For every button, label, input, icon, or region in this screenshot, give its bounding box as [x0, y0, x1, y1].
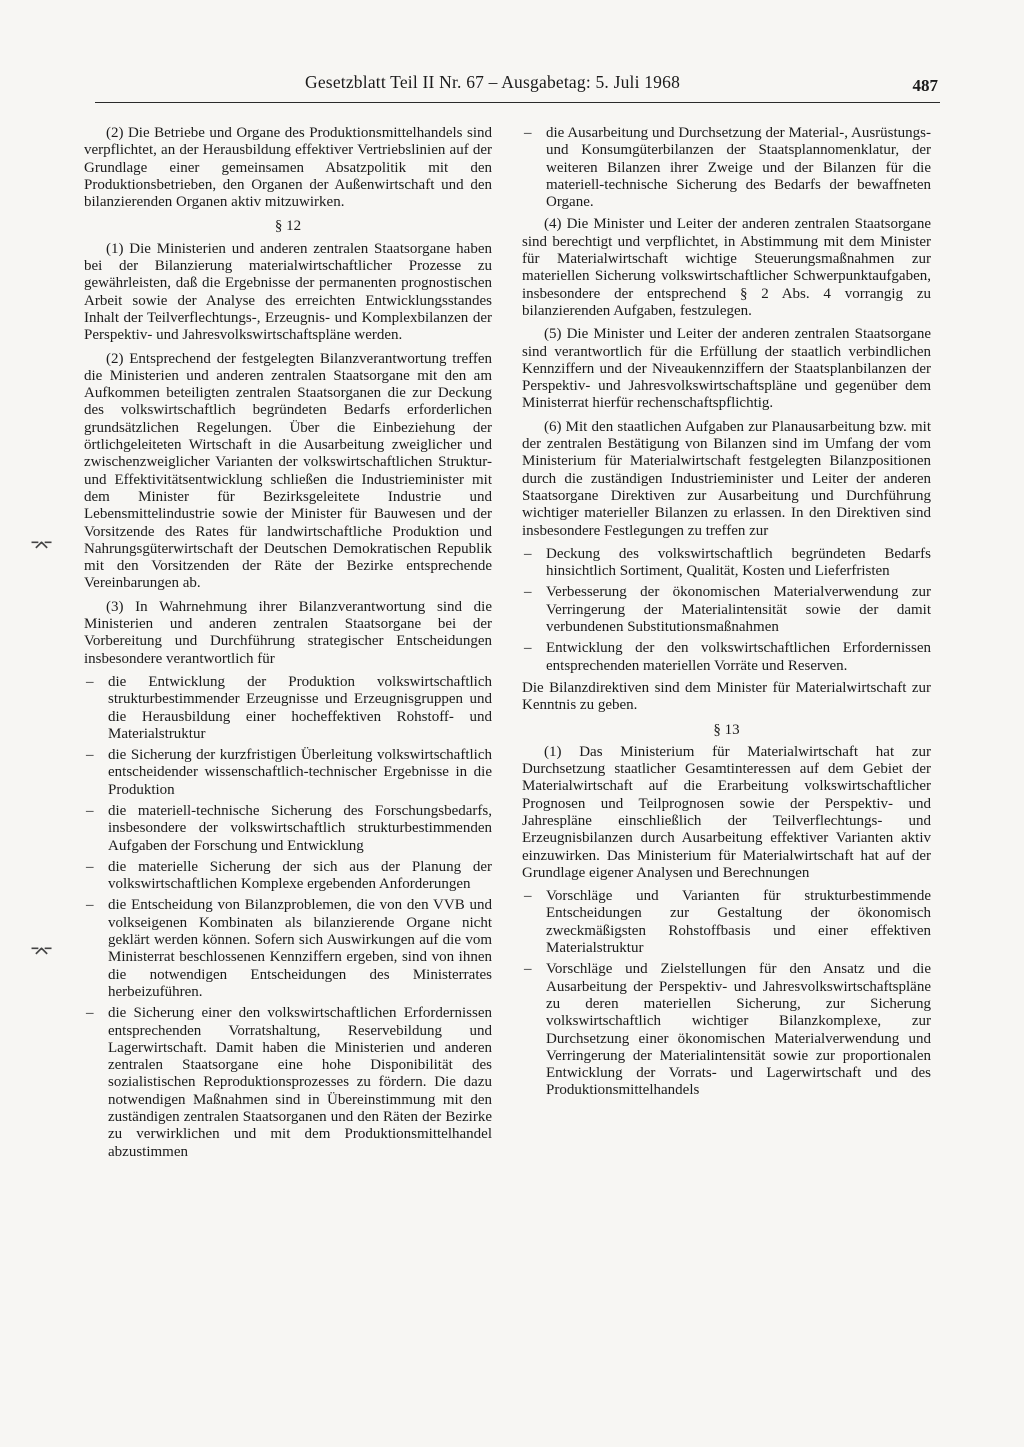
paragraph-12-2: (2) Entsprechend der festgelegten Bilanzverantwortung treffen die Ministerien und anderen zentralen Staatsorgane mit den am Aufkommen beteiligten zentralen Staatsorganen die zur Deckung des volkswirtschaftlich begründeten Bedarfs erforderlichen grundsätzlichen Regelungen. Über die Einbeziehung der örtlichgeleiteten Wirtschaft in die Ausarbeitung zweiglicher und zwischenzweiglicher Varianten der volkswirtschaftlichen Struktur- und Effektivitätsentwicklung schließen die Industrieminister mit dem Minister für Bezirksgeleitete Industrie und Lebensmittelindustrie sowie der Minister für Bauwesen und der Vorsitzende des Rates für landwirtschaftliche Produktion und Nahrungsgüterwirtschaft der Deutschen Demokratischen Republik mit den Vorsitzenden der Räte der Bezirke entsprechende Vereinbarungen ab.: [84, 350, 492, 592]
page-header: [95, 72, 940, 102]
page-number: 487: [912, 76, 938, 95]
paragraph-bilanzdirektiven: Die Bilanzdirektiven sind dem Minister für Materialwirtschaft zur Kenntnis zu geben.: [522, 679, 931, 714]
header-rule: [95, 102, 940, 103]
list-item: – Entwicklung der den volkswirtschaftlichen Erfordernissen entsprechenden materiellen Vorräte und Reserven.: [522, 640, 931, 675]
list-item: – die Entscheidung von Bilanzproblemen, die von den VVB und volkseigenen Kombinaten als bilanzierende Organe nicht geklärt werden können. Sofern sich Auswirkungen auf die vom Ministerrat beschlossenen Kennziffern ergeben, sind von ihnen die notwendigen Entscheidungen des Ministerrates herbeizuführen.: [84, 897, 492, 1001]
paragraph-12-1: (1) Die Ministerien und anderen zentralen Staatsorgane haben bei der Bilanzierung materialwirtschaftlicher Prozesse zu gewährleisten, daß die Ergebnisse der permanenten prognostischen Arbeit sowie der Analyse des erreichten Entwicklungsstandes Inhalt der Teilverflechtungs-, Erzeugnis- und Komplexbilanzen der Perspektiv- und Jahresvolkswirtschaftspläne werden.: [84, 240, 492, 344]
proposal-list: [522, 888, 931, 1100]
header-title: Gesetzblatt Teil II Nr. 67 – Ausgabetag: 5. Juli 1968: [305, 72, 681, 92]
paragraph-11-2: (2) Die Betriebe und Organe des Produktionsmittelhandels sind verpflichtet, an der Herausbildung effektiver Vertriebslinien auf der Grundlage einer gemeinsamen Absatzpolitik mit den Produktionsbetrieben, den Organen der Außenwirtschaft und den bilanzierenden Organen aktiv mitzuwirken.: [84, 125, 492, 211]
list-item: – die Sicherung der kurzfristigen Überleitung volkswirtschaftlich entscheidender wissenschaftlich-technischer Ergebnisse in die Produktion: [84, 747, 492, 799]
list-item: – Deckung des volkswirtschaftlich begründeten Bedarfs hinsichtlich Sortiment, Qualität, Kosten und Lieferfristen: [522, 546, 931, 581]
list-item: – Verbesserung der ökonomischen Materialverwendung zur Verringerung der Materialintensität sowie der damit verbundenen Substitutionsmaßnahmen: [522, 584, 931, 636]
margin-mark: ⌤: [30, 940, 54, 964]
list-item: – Vorschläge und Zielstellungen für den Ansatz und die Ausarbeitung der Perspektiv- und Jahresvolkswirtschaftspläne zu deren materiellen Sicherung, zur Sicherung volkswirtschaftlich wichtiger Bilanzkomplexe, zur Durchsetzung einer ökonomischen Materialverwendung und Verringerung der Materialintensität sowie zur proportionalen Entwicklung der Vorrats- und Lagerwirtschaft und des Produktionsmittelhandels: [522, 961, 931, 1099]
directive-list: [522, 546, 931, 675]
list-item: – die Ausarbeitung und Durchsetzung der Material-, Ausrüstungs- und Konsumgüterbilanzen der Staatsplannomenklatur, der weiteren Bilanzen ihrer Zweige und der Bilanzen für die materiell-technische Sicherung des Bedarfs der bewaffneten Organe.: [522, 125, 931, 211]
responsibility-list-continued: [522, 125, 931, 211]
paragraph-12-5: (5) Die Minister und Leiter der anderen zentralen Staatsorgane sind verantwortlich für die Erfüllung der staatlich verbindlichen Kennziffern und der Niveaukennziffern der Staatsplanbilanzen der Perspektiv- und Jahresvolkswirtschaftspläne und gegenüber dem Ministerrat hierfür rechenschaftspflichtig.: [522, 326, 931, 412]
paragraph-12-4: (4) Die Minister und Leiter der anderen zentralen Staatsorgane sind berechtigt und verpflichtet, in Abstimmung mit dem Minister für Materialwirtschaft wichtige Steuerungsmaßnahmen zur materiellen Sicherung volkswirtschaftlicher Schwerpunktaufgaben, insbesondere der entsprechend § 2 Abs. 4 vorrangig zu bilanzierenden Aufgaben, festzulegen.: [522, 216, 931, 319]
list-item: – die Entwicklung der Produktion volkswirtschaftlich strukturbestimmender Erzeugnisse und Erzeugnisgruppen und die Herausbildung einer hocheffektiven Rohstoff- und Materialstruktur: [84, 674, 492, 743]
section-heading-13: § 13: [713, 721, 740, 738]
paragraph-12-3: (3) In Wahrnehmung ihrer Bilanzverantwortung sind die Ministerien und anderen zentralen Staatsorgane bei der Vorbereitung und Durchführung strategischer Entscheidungen insbesondere verantwortlich für: [84, 598, 492, 667]
responsibility-list: [84, 674, 492, 1161]
list-item: – die materiell-technische Sicherung des Forschungsbedarfs, insbesondere der volkswirtschaftlich strukturbestimmenden Aufgaben der Forschung und Entwicklung: [84, 803, 492, 855]
right-column: [522, 125, 931, 1105]
paragraph-13-1: (1) Das Ministerium für Materialwirtschaft hat zur Durchsetzung staatlicher Gesamtinteressen auf dem Gebiet der Materialwirtschaft auf die Erarbeitung volkswirtschaftlicher Prognosen und Teilprognosen sowie der Perspektiv- und Jahrespläne einschließlich der Teilverflechtungs- und Erzeugnisbilanzen durch Ausarbeitung effektiver Varianten aktiv einzuwirken. Das Ministerium für Materialwirtschaft hat auf der Grundlage eigener Analysen und Berechnungen: [522, 743, 931, 881]
margin-mark: ⌤: [30, 534, 54, 558]
left-column: [84, 125, 492, 1166]
section-heading-12: § 12: [274, 218, 302, 235]
list-item: – Vorschläge und Varianten für strukturbestimmende Entscheidungen zur Gestaltung der ökonomisch zweckmäßigsten Rohstoffbasis und einer effektiven Materialstruktur: [522, 888, 931, 957]
list-item: – die materielle Sicherung der sich aus der Planung der volkswirtschaftlichen Komplexe ergebenden Anforderungen: [84, 859, 492, 894]
list-item: – die Sicherung einer den volkswirtschaftlichen Erfordernissen entsprechenden Vorratshaltung, Reservebildung und Lagerwirtschaft. Damit haben die Ministerien und anderen zentralen Staatsorgane eine hohe Disponibilität des sozialistischen Reproduktionsprozesses zu fördern. Die dazu notwendigen Maßnahmen sind in Übereinstimmung mit den zuständigen zentralen Staatsorganen und den Räten der Bezirke zu verwirklichen und mit dem Produktionsmittelhandel abzustimmen: [84, 1005, 492, 1161]
paragraph-12-6: (6) Mit den staatlichen Aufgaben zur Planausarbeitung bzw. mit der zentralen Bestätigung von Bilanzen sind im Umfang der vom Ministerium für Materialwirtschaft festgelegten Bilanzpositionen durch die zuständigen Industrieminister und Leiter der anderen Staatsorgane Direktiven zur Ausarbeitung und Durchführung wichtiger materieller Bilanzen zu erlassen. In den Direktiven sind insbesondere Festlegungen zu treffen zur: [522, 418, 931, 539]
